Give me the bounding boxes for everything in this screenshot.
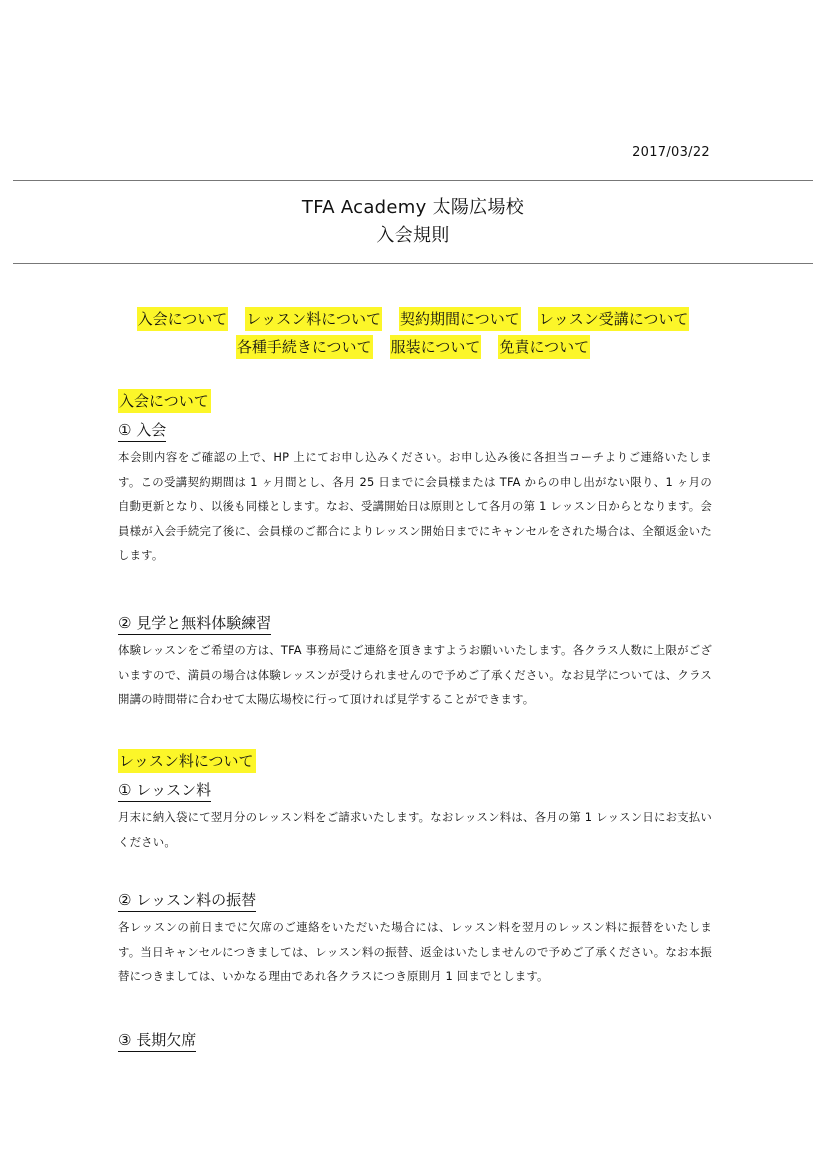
section-heading-lesson-fees: レッスン料について [118,749,256,773]
toc-link-clothing[interactable]: 服装について [390,335,482,359]
document-title: TFA Academy 太陽広場校 [301,197,525,218]
subheading-lesson-fee: ① レッスン料 [118,779,211,802]
toc-link-lesson-attendance[interactable]: レッスン受講について [538,307,690,331]
toc-link-disclaimer[interactable]: 免責について [498,335,590,359]
subheading-trial-lesson: ② 見学と無料体験練習 [118,612,271,635]
header-bottom-rule [13,263,813,264]
subheading-long-absence: ③ 長期欠席 [118,1029,196,1052]
paragraph-lesson-fee: 月末に納入袋にて翌月分のレッスン料をご請求いたします。なおレッスン料は、各月の第 1 レッスン日にお支払いください。 [118,810,712,849]
document-subtitle: 入会規則 [376,225,450,246]
toc-link-contract-period[interactable]: 契約期間について [399,307,521,331]
toc-row-1 [0,305,826,333]
paragraph-fee-transfer: 各レッスンの前日までに欠席のご連絡をいただいた場合には、レッスン料を翌月のレッスン料に振替をいたします。当日キャンセルにつきましては、レッスン料の振替、返金はいたしませんので予めご了承ください。なお本振替につきましては、いかなる理由であれ各クラスにつき原則月 1 回までとします。 [118,920,712,983]
toc-link-admission[interactable]: 入会について [137,307,229,331]
toc-row-2 [0,333,826,361]
header-top-rule [13,180,813,181]
toc-link-procedures[interactable]: 各種手続きについて [236,335,373,359]
title-block [0,194,826,250]
section-heading-admission: 入会について [118,389,211,413]
table-of-contents [0,305,826,361]
toc-link-lesson-fees[interactable]: レッスン料について [245,307,382,331]
paragraph-trial-lesson: 体験レッスンをご希望の方は、TFA 事務局にご連絡を頂きますようお願いいたします。各クラス人数に上限がございますので、満員の場合は体験レッスンが受けられませんので予めご了承ください。なお見学については、クラス開講の時間帯に合わせて太陽広場校に行って頂ければ見学することができます。 [118,643,712,706]
subheading-fee-transfer: ② レッスン料の振替 [118,889,256,912]
document-date: 2017/03/22 [632,145,710,160]
subheading-admission: ① 入会 [118,419,166,442]
paragraph-admission: 本会則内容をご確認の上で、HP 上にてお申し込みください。お申し込み後に各担当コーチよりご連絡いたします。この受講契約期間は 1 ヶ月間とし、各月 25 日までに会員様または TFA からの申し出がない限り、1 ヶ月の自動更新となり、以後も同様とします。なお、受講開始日は原則として各月の第 1 レッスン日からとなります。会員様が入会手続完了後に、会員様のご都合によりレッスン開始日までにキャンセルをされた場合は、全額返金いたします。 [118,450,712,562]
